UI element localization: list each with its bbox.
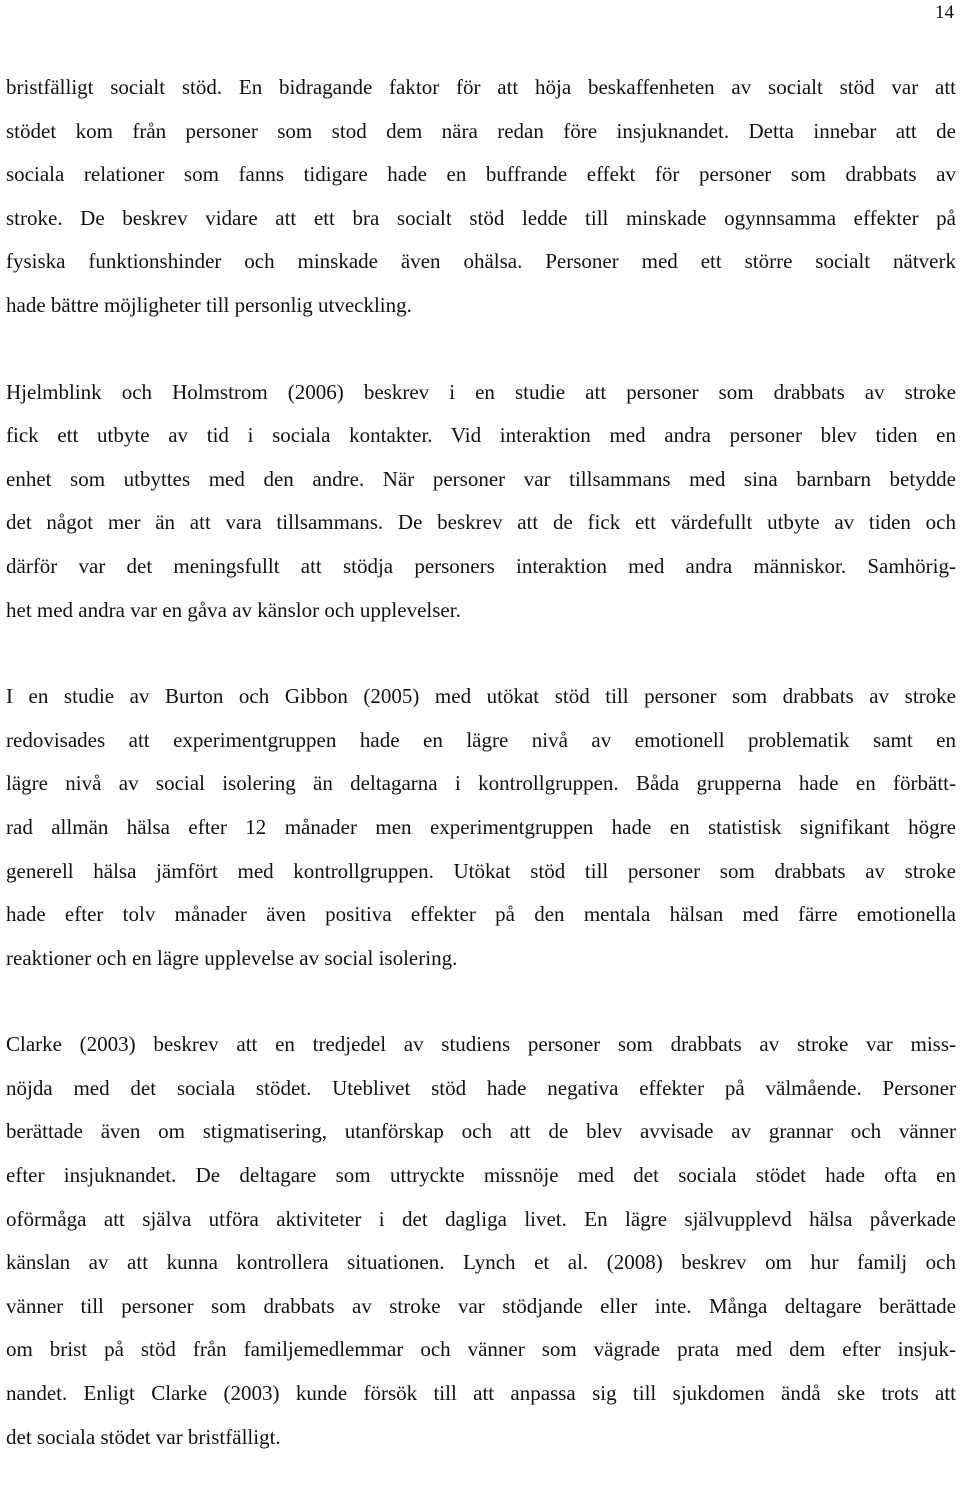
paragraph-hjelmblink	[6, 371, 956, 633]
text-line: Hjelmblink och Holmstrom (2006) beskrev i en studie att personer som drabbats av stroke	[6, 379, 956, 404]
text-line: känslan av att kunna kontrollera situationen. Lynch et al. (2008) beskrev om hur familj och	[6, 1250, 956, 1275]
text-line: rad allmän hälsa efter 12 månader men experimentgruppen hade en statistisk signifikant högre	[6, 814, 956, 839]
text-line: berättade även om stigmatisering, utanförskap och att de blev avvisade av grannar och vänner	[6, 1119, 956, 1144]
text-line: lägre nivå av social isolering än deltagarna i kontrollgruppen. Båda grupperna hade en förbätt-	[6, 771, 956, 796]
text-line: redovisades att experimentgruppen hade en lägre nivå av emotionell problematik samt en	[6, 727, 956, 752]
document-body	[6, 66, 956, 1502]
text-line: I en studie av Burton och Gibbon (2005) med utökat stöd till personer som drabbats av stroke	[6, 684, 956, 709]
text-line: efter insjuknandet. De deltagare som uttryckte missnöje med det sociala stödet hade ofta en	[6, 1163, 956, 1188]
text-line: det något mer än att vara tillsammans. De beskrev att de fick ett värdefullt utbyte av tiden och	[6, 510, 956, 535]
text-line: om brist på stöd från familjemedlemmar och vänner som vägrade prata med dem efter insjuk-	[6, 1337, 956, 1362]
text-line: reaktioner och en lägre upplevelse av social isolering.	[6, 945, 458, 970]
text-line: sociala relationer som fanns tidigare hade en buffrande effekt för personer som drabbats av	[6, 162, 956, 187]
text-line: hade efter tolv månader även positiva effekter på den mentala hälsan med färre emotionella	[6, 902, 956, 927]
text-line: oförmåga att själva utföra aktiviteter i det dagliga livet. En lägre självupplevd hälsa påverkade	[6, 1206, 956, 1231]
text-line: enhet som utbyttes med den andre. När personer var tillsammans med sina barnbarn betydde	[6, 466, 956, 491]
page-number: 14	[935, 2, 954, 23]
text-line: nandet. Enligt Clarke (2003) kunde försök till att anpassa sig till sjukdomen ändå ske trots att	[6, 1381, 956, 1406]
text-line: Clarke (2003) beskrev att en tredjedel av studiens personer som drabbats av stroke var miss-	[6, 1032, 956, 1057]
text-line: det sociala stödet var bristfälligt.	[6, 1424, 281, 1449]
text-line: het med andra var en gåva av känslor och upplevelser.	[6, 597, 461, 622]
text-line: stödet kom från personer som stod dem nära redan före insjuknandet. Detta innebar att de	[6, 118, 956, 143]
text-line: bristfälligt socialt stöd. En bidragande faktor för att höja beskaffenheten av socialt stöd var att	[6, 75, 956, 99]
text-line: därför var det meningsfullt att stödja personers interaktion med andra människor. Samhörig-	[6, 553, 956, 578]
text-line: fysiska funktionshinder och minskade även ohälsa. Personer med ett större socialt nätverk	[6, 249, 956, 274]
text-line: hade bättre möjligheter till personlig utveckling.	[6, 292, 412, 317]
text-line: fick ett utbyte av tid i sociala kontakter. Vid interaktion med andra personer blev tiden en	[6, 423, 956, 448]
text-line: nöjda med det sociala stödet. Uteblivet stöd hade negativa effekter på välmående. Personer	[6, 1075, 956, 1100]
paragraph-social-support	[6, 66, 956, 328]
paragraph-burton-gibbon	[6, 675, 956, 980]
paragraph-clarke	[6, 1023, 956, 1459]
text-line: generell hälsa jämfört med kontrollgruppen. Utökat stöd till personer som drabbats av stroke	[6, 858, 956, 883]
text-line: stroke. De beskrev vidare att ett bra socialt stöd ledde till minskade ogynnsamma effekter på	[6, 205, 956, 230]
text-line: vänner till personer som drabbats av stroke var stödjande eller inte. Många deltagare berättade	[6, 1293, 956, 1318]
